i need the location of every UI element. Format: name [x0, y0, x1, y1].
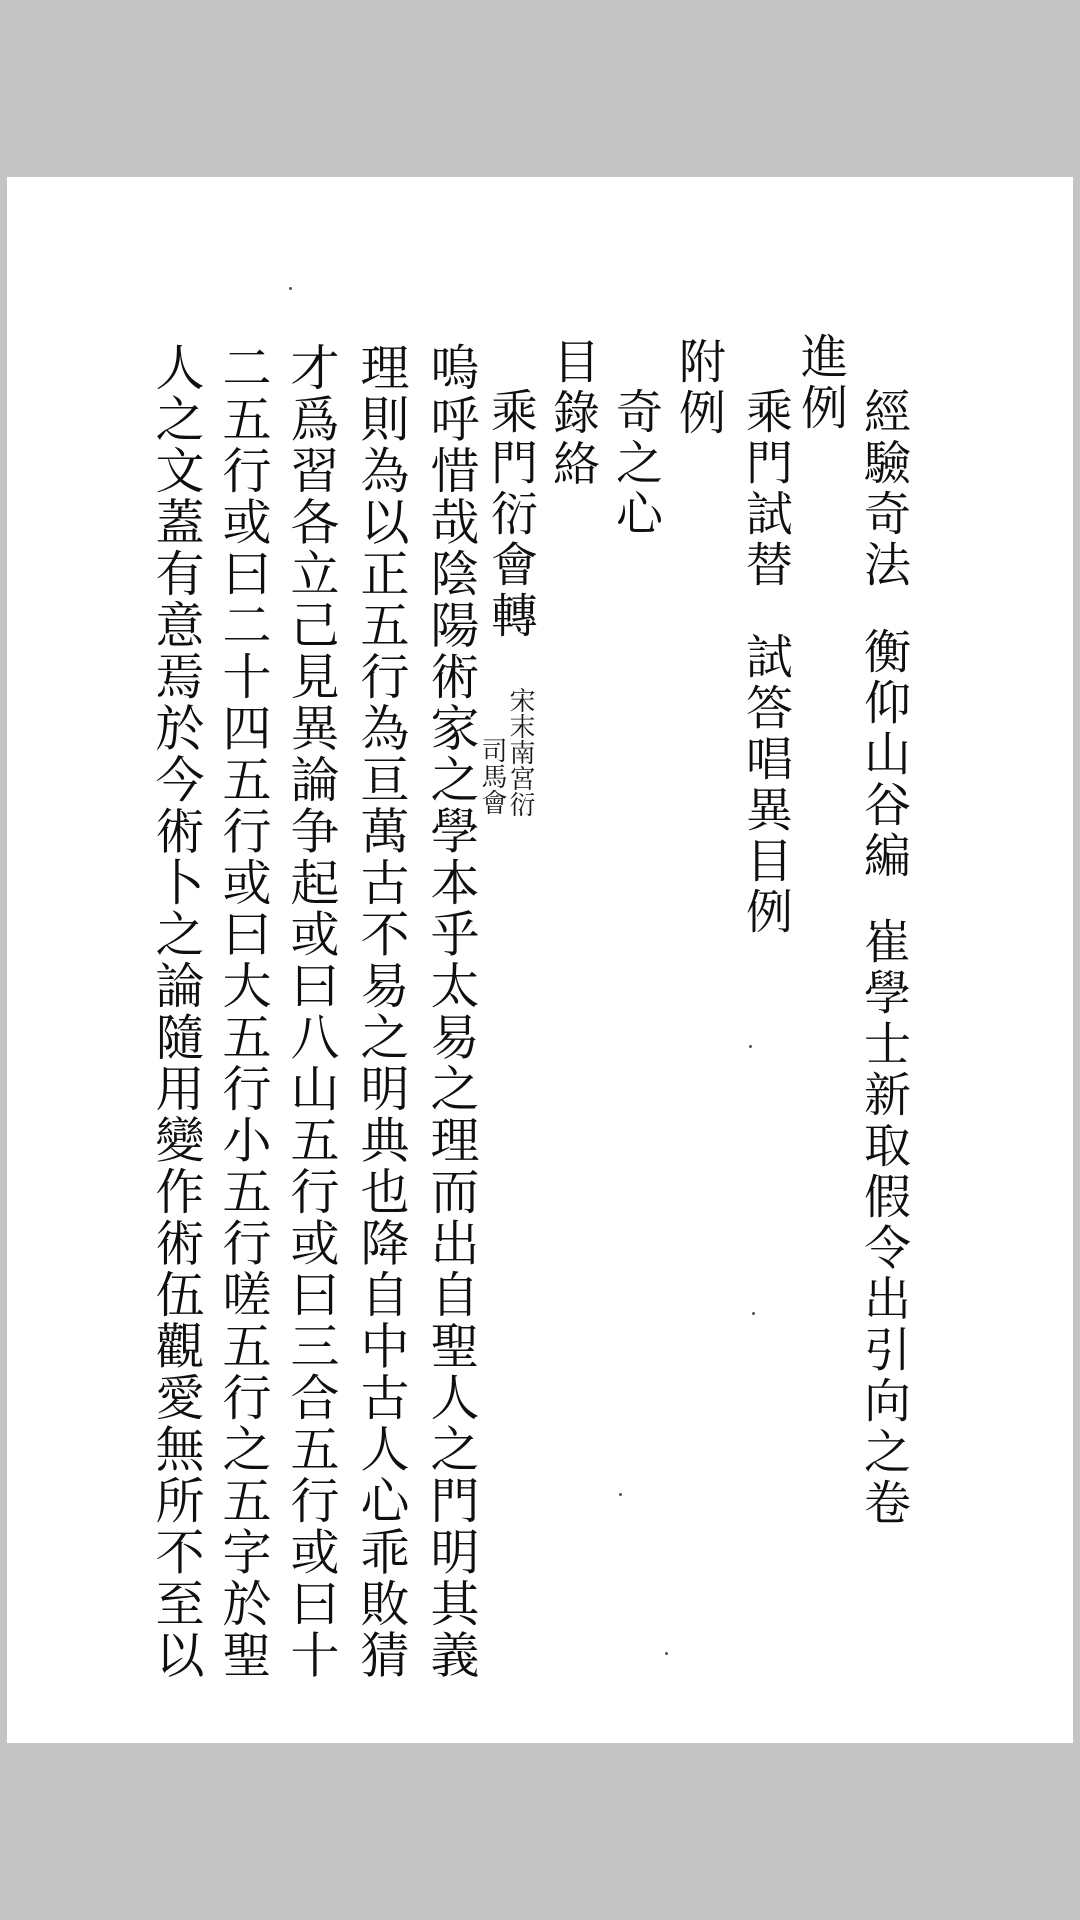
catalogue-heading: 目錄絡 [545, 337, 600, 490]
contents-item-2: 試答唱異目例 [738, 632, 793, 938]
appendix-heading: 附例 [671, 337, 726, 439]
scan-speck [289, 287, 292, 290]
body-column-1: 嗚呼惜哉陰陽術家之學本乎太易之理而出自聖人之門明其義 [423, 342, 480, 1681]
body-column-4: 二五行或曰二十四五行或曰大五行小五行嗟五行之五字於聖 [215, 342, 272, 1681]
document-attribution: 衡仰山谷編 [856, 627, 911, 882]
document-subtitle: 崔學士新取假令出引向之卷 [856, 917, 911, 1529]
scan-speck [749, 1045, 752, 1048]
catalogue-note-line2: 司馬會 [477, 737, 507, 815]
catalogue-chapter: 乘門衍會轉 [483, 387, 538, 642]
catalogue-note-line1: 宋末南宮衍 [505, 687, 535, 817]
scan-speck [619, 1493, 622, 1496]
body-column-2: 理則為以正五行為亘萬古不易之明典也降自中古人心乖敗猜 [353, 342, 410, 1681]
document-page [7, 177, 1073, 1743]
document-title: 經驗奇法 [856, 387, 911, 591]
body-column-5: 人之文蓋有意焉於今術卜之論隨用變作術伍觀愛無所不至以 [148, 342, 205, 1681]
scan-speck [752, 1312, 755, 1315]
contents-item-1: 乘門試替 [738, 387, 793, 591]
body-column-3: 才爲習各立己見異論争起或曰八山五行或曰三合五行或曰十 [283, 342, 340, 1681]
appendix-item: 奇之心 [608, 387, 663, 540]
scan-speck [665, 1652, 668, 1655]
contents-heading: 進例 [793, 332, 848, 434]
